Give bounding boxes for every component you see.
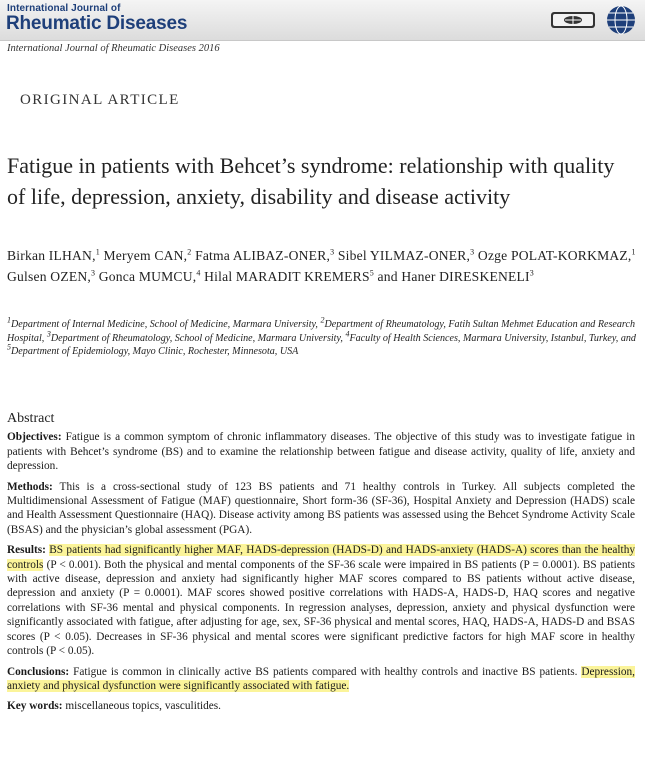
author-affiliation-mark: 1 [631, 247, 636, 257]
methods-label: Methods: [7, 480, 53, 493]
author-affiliation-mark: 3 [330, 247, 335, 257]
keywords-text: miscellaneous topics, vasculitides. [65, 700, 221, 713]
article-type-label: ORIGINAL ARTICLE [20, 92, 180, 108]
objectives-label: Objectives: [7, 431, 62, 444]
author-name: Fatma ALIBAZ-ONER, [195, 248, 331, 263]
journal-name-line1: International Journal of [7, 3, 121, 14]
author-affiliation-mark: 4 [196, 268, 201, 278]
affiliation-list [7, 315, 637, 359]
author-affiliation-mark: 2 [187, 247, 192, 257]
author-affiliation-mark: 3 [90, 268, 96, 278]
keywords-label: Key words: [7, 700, 63, 713]
league-logo-icon [551, 12, 595, 28]
author-affiliation-mark: 3 [529, 268, 534, 278]
affiliation-text: Faculty of Health Sciences, Marmara University, Istanbul, Turkey, and [349, 332, 636, 344]
results-label: Results: [7, 544, 46, 557]
results-text: (P < 0.001). Both the physical and mental components of the SF-36 scale were impaired in BS patients (P = 0.0001). BS patients with active disease, depression and anxiety had significantly higher MAF scores compared to BS patients without active disease, depression and anxiety (P = 0.0001). MAF scores showed positive correlations with HADS-A, HADS-D, HAQ scores and negative correlations with SF-36 mental and physical components. In regression analyses, depression, anxiety and physical dysfunction were significantly associated with fatigue, after adjusting for age, sex, SF-36 physical and mental scores, HAQ, HADS-A, HADS-D and BSAS scores (P < 0.05). Decreases in SF-36 physical and mental scores were significant predictive factors for high MAF score in healthy controls (P < 0.05). [7, 558, 636, 658]
objectives-text: Fatigue is a common symptom of chronic inflammatory diseases. The objective of this study was to investigate fatigue in patients with Behcet’s syndrome (BS) and to examine the relationship between fatigue and disease activity, quality of life, anxiety and depression. [7, 431, 635, 473]
author-name: Gonca MUMCU, [98, 269, 197, 284]
author-name: Hilal MARADIT KREMERS [204, 269, 370, 284]
conclusions-paragraph [7, 665, 635, 694]
publisher-logos [551, 4, 637, 36]
affiliation-text: Department of Rheumatology, Fatih Sultan Mehmet Education and Research Hospital, [7, 319, 635, 344]
author-name: Ozge POLAT-KORKMAZ, [477, 248, 632, 263]
journal-header [0, 0, 645, 41]
author-name: Meryem CAN, [103, 248, 188, 263]
author-affiliation-mark: 1 [95, 247, 100, 257]
affiliation-text: Department of Internal Medicine, School of Medicine, Marmara University, [11, 319, 318, 330]
affiliation-mark: 2 [320, 315, 325, 325]
author-name: Birkan ILHAN, [7, 248, 96, 263]
affiliation-mark: 1 [7, 315, 11, 325]
author-name: Gulsen OZEN, [7, 269, 91, 284]
conclusions-highlight: Depression, anxiety and physical dysfunction were significantly associated with fatigue. [7, 665, 635, 692]
author-name: Sibel YILMAZ-ONER, [337, 248, 471, 263]
abstract-section [7, 412, 635, 720]
conclusions-label: Conclusions: [7, 665, 70, 678]
affiliation-mark: 4 [345, 329, 350, 339]
globe-logo-icon [607, 6, 635, 34]
author-affiliation-mark: 5 [369, 268, 374, 278]
objectives-paragraph [7, 430, 635, 473]
keywords-paragraph [7, 699, 635, 713]
methods-text: This is a cross-sectional study of 123 BS patients and 71 healthy controls in Turkey. All subjects completed the Multidimensional Assessment of Fatigue (MAF) questionnaire, Short form-36 (SF-36), Hospital Anxiety and Depression (HADS) scale and Health Assessment Questionnaire (HAQ). Disease activity among BS patients was assessed using the Behcet Syndrome Activity Scale (BSAS) and the physician’s global assessment (PGA). [7, 480, 635, 536]
article-title: Fatigue in patients with Behcet’s syndrome: relationship with quality of life, depression, anxiety, disability and disease activity [7, 153, 615, 209]
author-affiliation-mark: 3 [470, 247, 475, 257]
methods-paragraph [7, 480, 635, 538]
author-list [7, 245, 637, 287]
journal-name-line2: Rheumatic Diseases [6, 13, 188, 34]
conclusions-text: Fatigue is common in clinically active BS patients compared with healthy controls and inactive BS patients. [73, 665, 578, 678]
affiliation-text: Department of Epidemiology, Mayo Clinic, Rochester, Minnesota, USA [11, 346, 299, 358]
affiliation-text: Department of Rheumatology, School of Medicine, Marmara University, [50, 332, 343, 344]
affiliation-mark: 3 [46, 329, 51, 339]
affiliation-mark: 5 [7, 342, 11, 352]
results-paragraph [7, 543, 635, 658]
results-highlight: BS patients had significantly higher MAF, HADS-depression (HADS-D) and HADS-anxiety (HADS-A) scores than the healthy controls [7, 544, 635, 571]
abstract-heading: Abstract [7, 411, 55, 426]
author-name: and Haner DIRESKENELI [377, 269, 530, 284]
journal-citation: International Journal of Rheumatic Diseases 2016 [7, 43, 220, 54]
